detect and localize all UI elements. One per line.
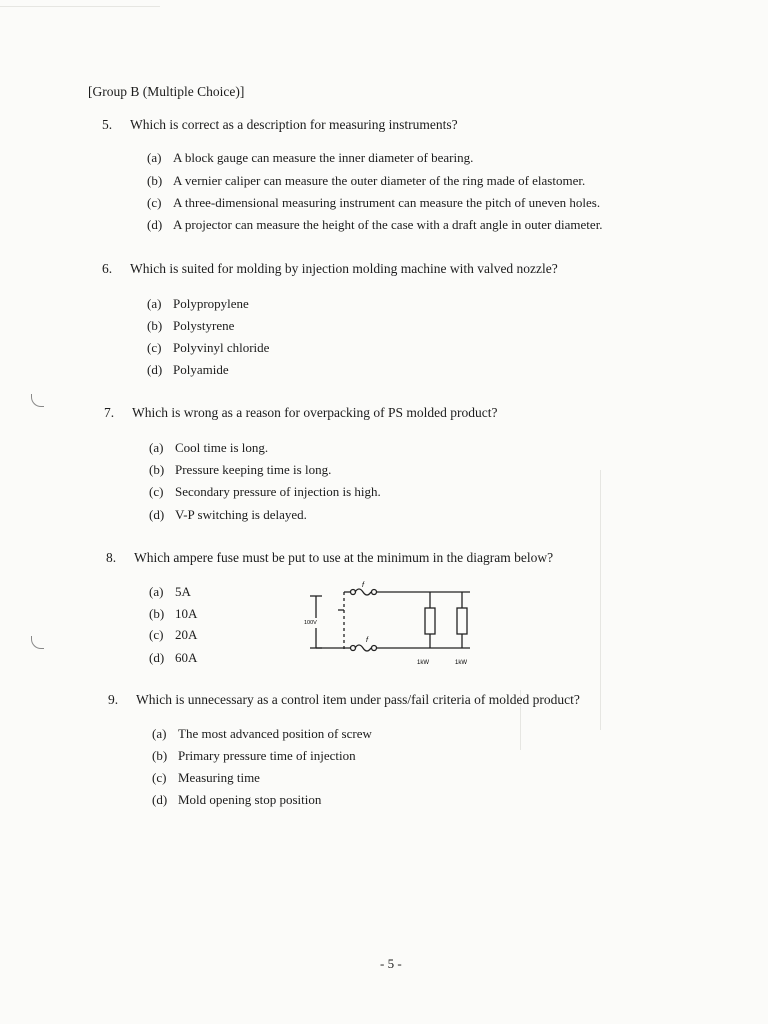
option-text: Primary pressure time of injection — [178, 748, 356, 763]
option-label: (b) — [149, 606, 165, 621]
option-label: (b) — [147, 173, 163, 188]
option-a — [147, 296, 249, 312]
option-label: (a) — [152, 726, 167, 741]
option-label: (b) — [152, 748, 168, 763]
option-label: (b) — [147, 318, 163, 333]
option-d — [152, 792, 321, 808]
option-text: A vernier caliper can measure the outer diameter of the ring made of elastomer. — [173, 173, 586, 188]
option-a — [152, 726, 372, 742]
load1-resistor — [425, 608, 435, 634]
fuse-element-top — [355, 589, 371, 595]
option-d — [147, 362, 229, 378]
option-c — [147, 340, 269, 356]
option-text: 20A — [175, 627, 198, 642]
option-label: (a) — [149, 440, 164, 455]
fuse-element-bottom — [355, 645, 371, 651]
scan-artifact — [600, 470, 601, 730]
option-b — [152, 748, 356, 764]
option-text: 5A — [175, 584, 191, 599]
option-text: Pressure keeping time is long. — [175, 462, 332, 477]
scan-artifact — [0, 6, 160, 7]
option-text: A three-dimensional measuring instrument can measure the pitch of uneven holes. — [173, 195, 601, 210]
option-label: (b) — [149, 462, 165, 477]
fuse-terminal — [372, 590, 377, 595]
option-label: (c) — [147, 340, 162, 355]
option-label: (c) — [147, 195, 162, 210]
fuse-label-top: f — [362, 582, 364, 589]
option-text: 60A — [175, 650, 198, 665]
option-c — [152, 770, 260, 786]
fuse-label-bottom: f — [366, 637, 368, 644]
group-header: [Group B (Multiple Choice)] — [88, 84, 245, 99]
option-text: Polyvinyl chloride — [173, 340, 270, 355]
option-d — [147, 217, 603, 233]
option-text: A projector can measure the height of the case with a draft angle in outer diameter. — [173, 217, 603, 232]
circuit-diagram — [300, 580, 490, 670]
option-label: (c) — [152, 770, 167, 785]
option-d — [149, 507, 307, 523]
page-number: - 5 - — [380, 956, 402, 971]
option-text: Measuring time — [178, 770, 260, 785]
option-label: (a) — [147, 150, 162, 165]
option-c — [149, 627, 197, 643]
load2-label: 1kW — [455, 660, 467, 666]
option-b — [147, 173, 585, 189]
fuse-terminal — [351, 646, 356, 651]
option-a — [147, 150, 473, 166]
question-number: 6. — [102, 261, 113, 276]
option-a — [149, 584, 191, 600]
option-label: (d) — [149, 507, 165, 522]
question-text: Which is suited for molding by injection molding machine with valved nozzle? — [130, 261, 558, 276]
option-c — [149, 484, 381, 500]
question-text: Which is wrong as a reason for overpacking of PS molded product? — [132, 405, 498, 420]
option-text: Polyamide — [173, 362, 229, 377]
option-d — [149, 650, 197, 666]
option-label: (c) — [149, 627, 164, 642]
option-label: (a) — [149, 584, 164, 599]
voltage-label: 100V — [304, 620, 317, 626]
load1-label: 1kW — [417, 660, 429, 666]
option-a — [149, 440, 268, 456]
option-text: The most advanced position of screw — [178, 726, 372, 741]
question-stem — [108, 692, 580, 708]
option-label: (d) — [149, 650, 165, 665]
hole-punch-mark — [31, 636, 44, 649]
question-text: Which ampere fuse must be put to use at the minimum in the diagram below? — [134, 550, 554, 565]
question-number: 7. — [104, 405, 115, 420]
option-b — [149, 606, 197, 622]
question-number: 5. — [102, 117, 113, 132]
question-number: 8. — [106, 550, 117, 565]
question-text: Which is unnecessary as a control item under pass/fail criteria of molded product? — [136, 692, 580, 707]
question-text: Which is correct as a description for measuring instruments? — [130, 117, 458, 132]
option-b — [147, 318, 234, 334]
fuse-terminal — [372, 646, 377, 651]
fuse-terminal — [351, 590, 356, 595]
option-text: Polystyrene — [173, 318, 235, 333]
option-label: (d) — [147, 217, 163, 232]
option-text: 10A — [175, 606, 198, 621]
option-text: Mold opening stop position — [178, 792, 322, 807]
option-label: (d) — [147, 362, 163, 377]
question-stem — [102, 117, 458, 133]
option-text: Secondary pressure of injection is high. — [175, 484, 381, 499]
option-c — [147, 195, 600, 211]
option-text: V-P switching is delayed. — [175, 507, 307, 522]
option-text: Cool time is long. — [175, 440, 269, 455]
option-label: (c) — [149, 484, 164, 499]
option-text: A block gauge can measure the inner diameter of bearing. — [173, 150, 474, 165]
question-stem — [102, 261, 558, 277]
option-label: (d) — [152, 792, 168, 807]
load2-resistor — [457, 608, 467, 634]
option-text: Polypropylene — [173, 296, 249, 311]
question-number: 9. — [108, 692, 119, 707]
hole-punch-mark — [31, 394, 44, 407]
option-b — [149, 462, 331, 478]
question-stem — [106, 550, 553, 566]
option-label: (a) — [147, 296, 162, 311]
question-stem — [104, 405, 498, 421]
